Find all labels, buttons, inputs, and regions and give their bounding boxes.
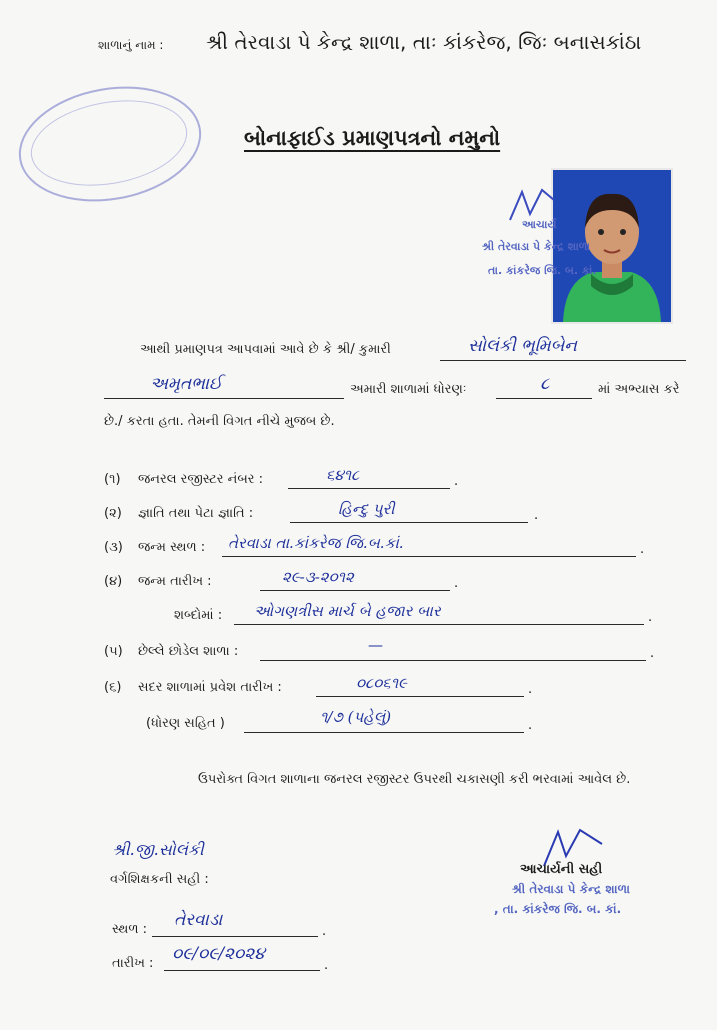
photo-stamp-line3: તા. કાંકરેજ જિ. બ. કાં. [488, 264, 597, 277]
field-5-value: — [368, 636, 383, 654]
field-5-label: છેલ્લે છોડેલ શાળા : [138, 644, 239, 659]
field-1-line [288, 488, 450, 489]
field-1-label: જનરલ રજીસ્ટર નંબર : [138, 472, 264, 487]
place-label: સ્થળ : [112, 922, 148, 937]
father-line [104, 398, 344, 399]
field-6-value: ૦૮૦૬૧૯ [356, 674, 407, 692]
field-6b-label: (ધોરણ સહિત ) [146, 716, 225, 731]
std-line [496, 398, 592, 399]
field-6b-line [244, 732, 524, 733]
field-6b-dot: . [528, 718, 533, 733]
field-4-dot: . [454, 576, 459, 591]
field-5-line [260, 660, 646, 661]
field-3-num: (૩) [104, 540, 123, 555]
field-3-value: તેરવાડા તા.કાંકરેજ જિ.બ.કાં. [228, 534, 404, 552]
field-6-num: (૬) [104, 680, 122, 695]
principal-stamp-line1: શ્રી તેરવાડા પે કેન્દ્ર શાળા [512, 882, 630, 896]
field-4-line [260, 590, 450, 591]
field-3-label: જન્મ સ્થળ : [138, 540, 206, 555]
place-value: તેરવાડા [174, 910, 223, 930]
photo-stamp-line1: આચાર્ય [522, 218, 557, 231]
intro-part4: છે./ કરતા હતા. તેમની વિગત નીચે મુજબ છે. [104, 414, 335, 429]
field-4b-dot: . [648, 610, 653, 625]
school-label: શાળાનું નામ : [98, 38, 164, 52]
field-4-value: ૨૯-૩-૨૦૧૨ [282, 568, 354, 586]
school-name: શ્રી તેરવાડા પે કેન્દ્ર શાળા, તાઃ કાંકરેજ, જિઃ બનાસકાંઠા [206, 30, 642, 54]
field-6-line [316, 696, 524, 697]
field-4b-line [234, 624, 644, 625]
photo-stamp-line2: શ્રી તેરવાડા પે કેન્દ્ર શાળા [482, 240, 591, 253]
field-6-label: સદર શાળામાં પ્રવેશ તારીખ : [138, 680, 282, 695]
document-title: બોનાફાઈડ પ્રમાણપત્રનો નમુનો [244, 126, 501, 150]
principal-stamp-line2: , તા. કાંકરેજ જિ. બ. કાં. [494, 902, 622, 916]
field-4b-label: શબ્દોમાં : [174, 608, 223, 623]
verification-text: ઉપરોક્ત વિગત શાળાના જનરલ રજીસ્ટર ઉપરથી ચકાસણી કરી ભરવામાં આવેલ છે. [198, 772, 631, 787]
field-1-num: (૧) [104, 472, 121, 487]
name-line [440, 360, 686, 361]
field-6b-value: ૧/૭ (પહેલું) [320, 708, 392, 726]
field-5-num: (૫) [104, 644, 123, 659]
place-line [152, 936, 318, 937]
intro-part3: માં અભ્યાસ કરે [598, 382, 680, 397]
field-2-line [290, 522, 528, 523]
date-dot: . [324, 958, 329, 973]
field-6-dot: . [528, 682, 533, 697]
standard-value: ૮ [540, 374, 550, 394]
field-1-dot: . [454, 474, 459, 489]
field-4-label: જન્મ તારીખ : [138, 574, 212, 589]
field-4b-value: ઓગણત્રીસ માર્ચ બે હજાર બાર [254, 602, 441, 620]
field-5-dot: . [650, 646, 655, 661]
field-2-num: (૨) [104, 506, 122, 521]
teacher-signature: શ્રી.જી.સોલંકી [112, 840, 204, 859]
principal-label: આચાર્યની સહી [520, 862, 603, 877]
date-label: તારીખ : [112, 956, 154, 971]
field-2-label: જ્ઞાતિ તથા પેટા જ્ઞાતિ : [138, 506, 254, 521]
photo-signature [508, 186, 558, 226]
field-3-line [222, 556, 636, 557]
student-name: સોલંકી ભૂમિબેન [468, 336, 577, 356]
place-dot: . [322, 924, 327, 939]
intro-part2: અમારી શાળામાં ધોરણઃ [350, 382, 467, 397]
field-2-value: હિન્દુ પુરી [338, 500, 395, 518]
field-2-dot: . [534, 508, 539, 523]
field-3-dot: . [640, 542, 645, 557]
date-line [164, 970, 320, 971]
teacher-sign-label: વર્ગશિક્ષકની સહી : [110, 872, 209, 887]
intro-part1: આથી પ્રમાણપત્ર આપવામાં આવે છે કે શ્રી/ કુમારી [140, 342, 391, 357]
field-4-num: (૪) [104, 574, 123, 589]
father-name: અમૃતભાઈ [150, 374, 223, 394]
field-1-value: ૬૪૧૮ [326, 466, 360, 484]
date-value: ૦૯/૦૯/૨૦૨૪ [172, 944, 265, 964]
